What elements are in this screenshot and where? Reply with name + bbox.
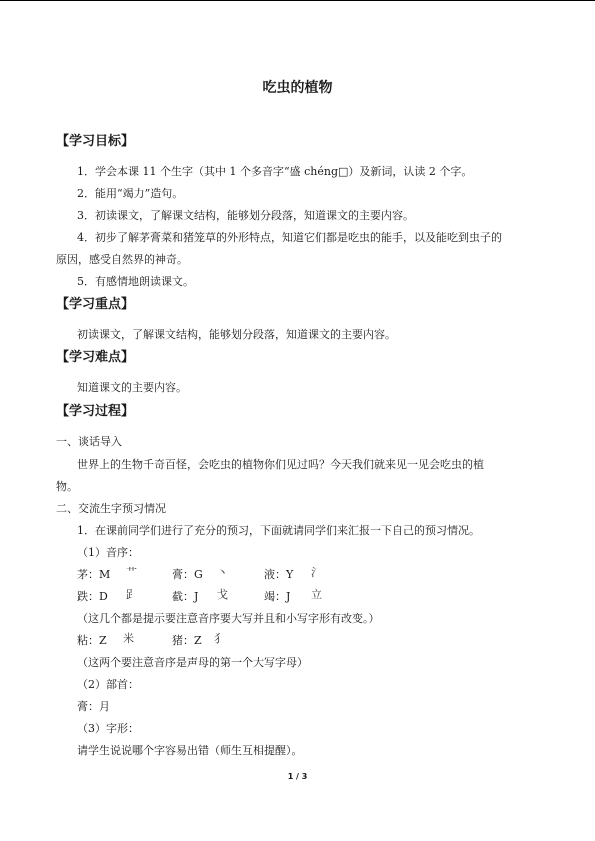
top-border-line <box>0 0 595 1</box>
sub-heading-phonetic-order: （1）音序： <box>77 546 139 559</box>
radical-glyph: 艹 <box>126 566 137 579</box>
part2-title: 二、交流生字预习情况 <box>56 502 166 515</box>
sub-heading-character-shape: （3）字形： <box>77 722 139 735</box>
heading-process: 【学习过程】 <box>56 404 135 419</box>
final-instruction: 请学生说说哪个字容易出错（师生互相提醒）。 <box>77 744 303 757</box>
char-ye: 液：Y <box>264 568 294 581</box>
part1-line-2: 物。 <box>56 480 78 493</box>
sub-heading-radical: （2）部首： <box>77 678 139 691</box>
char-zhan: 粘：Z <box>77 634 107 647</box>
radical-glyph: 氵 <box>311 566 322 579</box>
part2-intro: 1．在课前同学们进行了充分的预习，下面就请同学们来汇报一下自己的预习情况。 <box>77 524 480 537</box>
char-mao: 茅：M <box>77 568 111 581</box>
page-number: 1 / 3 <box>287 772 308 781</box>
goal-item-4-continued: 原因，感受自然界的神奇。 <box>56 253 188 266</box>
key-points-text: 初读课文，了解课文结构，能够划分段落，知道课文的主要内容。 <box>77 328 396 341</box>
radical-glyph: 丶 <box>217 566 228 579</box>
heading-key-points: 【学习重点】 <box>56 297 135 312</box>
part1-line-1: 世界上的生物千奇百怪，会吃虫的植物你们见过吗？今天我们就来见一见会吃虫的植 <box>77 458 484 471</box>
radical-glyph: 戈 <box>217 588 228 601</box>
goal-item-1: 1．学会本课 11 个生字（其中 1 个多音字“盛 chéng□）及新词，认读 2 个字。 <box>77 165 473 178</box>
radical-glyph: 米 <box>123 632 134 645</box>
part1-title: 一、谈话导入 <box>56 435 122 448</box>
heading-difficulties: 【学习难点】 <box>56 350 135 365</box>
radical-glyph: 犭 <box>214 632 225 645</box>
goal-item-2: 2．能用“竭力”造句。 <box>77 187 184 200</box>
char-die: 跌：D <box>77 590 108 603</box>
page-title: 吃虫的植物 <box>262 80 333 96</box>
note-capital-letters: （这几个都是提示要注意音序要大写并且和小写字形有改变。） <box>77 612 380 625</box>
note-initial-consonant: （这两个要注意音序是声母的第一个大写字母） <box>77 656 308 669</box>
char-jie-exhaust: 竭：J <box>264 590 291 603</box>
char-zhu: 猪：Z <box>172 634 202 647</box>
goal-item-4: 4．初步了解茅膏菜和猪笼草的外形特点，知道它们都是吃虫的能手，以及能吃到虫子的 <box>77 231 502 244</box>
heading-goals: 【学习目标】 <box>56 134 135 149</box>
char-gao: 膏：G <box>172 568 203 581</box>
difficulties-text: 知道课文的主要内容。 <box>77 381 187 394</box>
radical-glyph: 立 <box>311 588 322 601</box>
radical-glyph: 𧾷 <box>126 588 137 601</box>
radical-example: 膏：月 <box>77 700 110 713</box>
goal-item-5: 5．有感情地朗读课文。 <box>77 275 194 288</box>
goal-item-3: 3．初读课文，了解课文结构，能够划分段落，知道课文的主要内容。 <box>77 209 414 222</box>
char-jie: 截：J <box>172 590 199 603</box>
